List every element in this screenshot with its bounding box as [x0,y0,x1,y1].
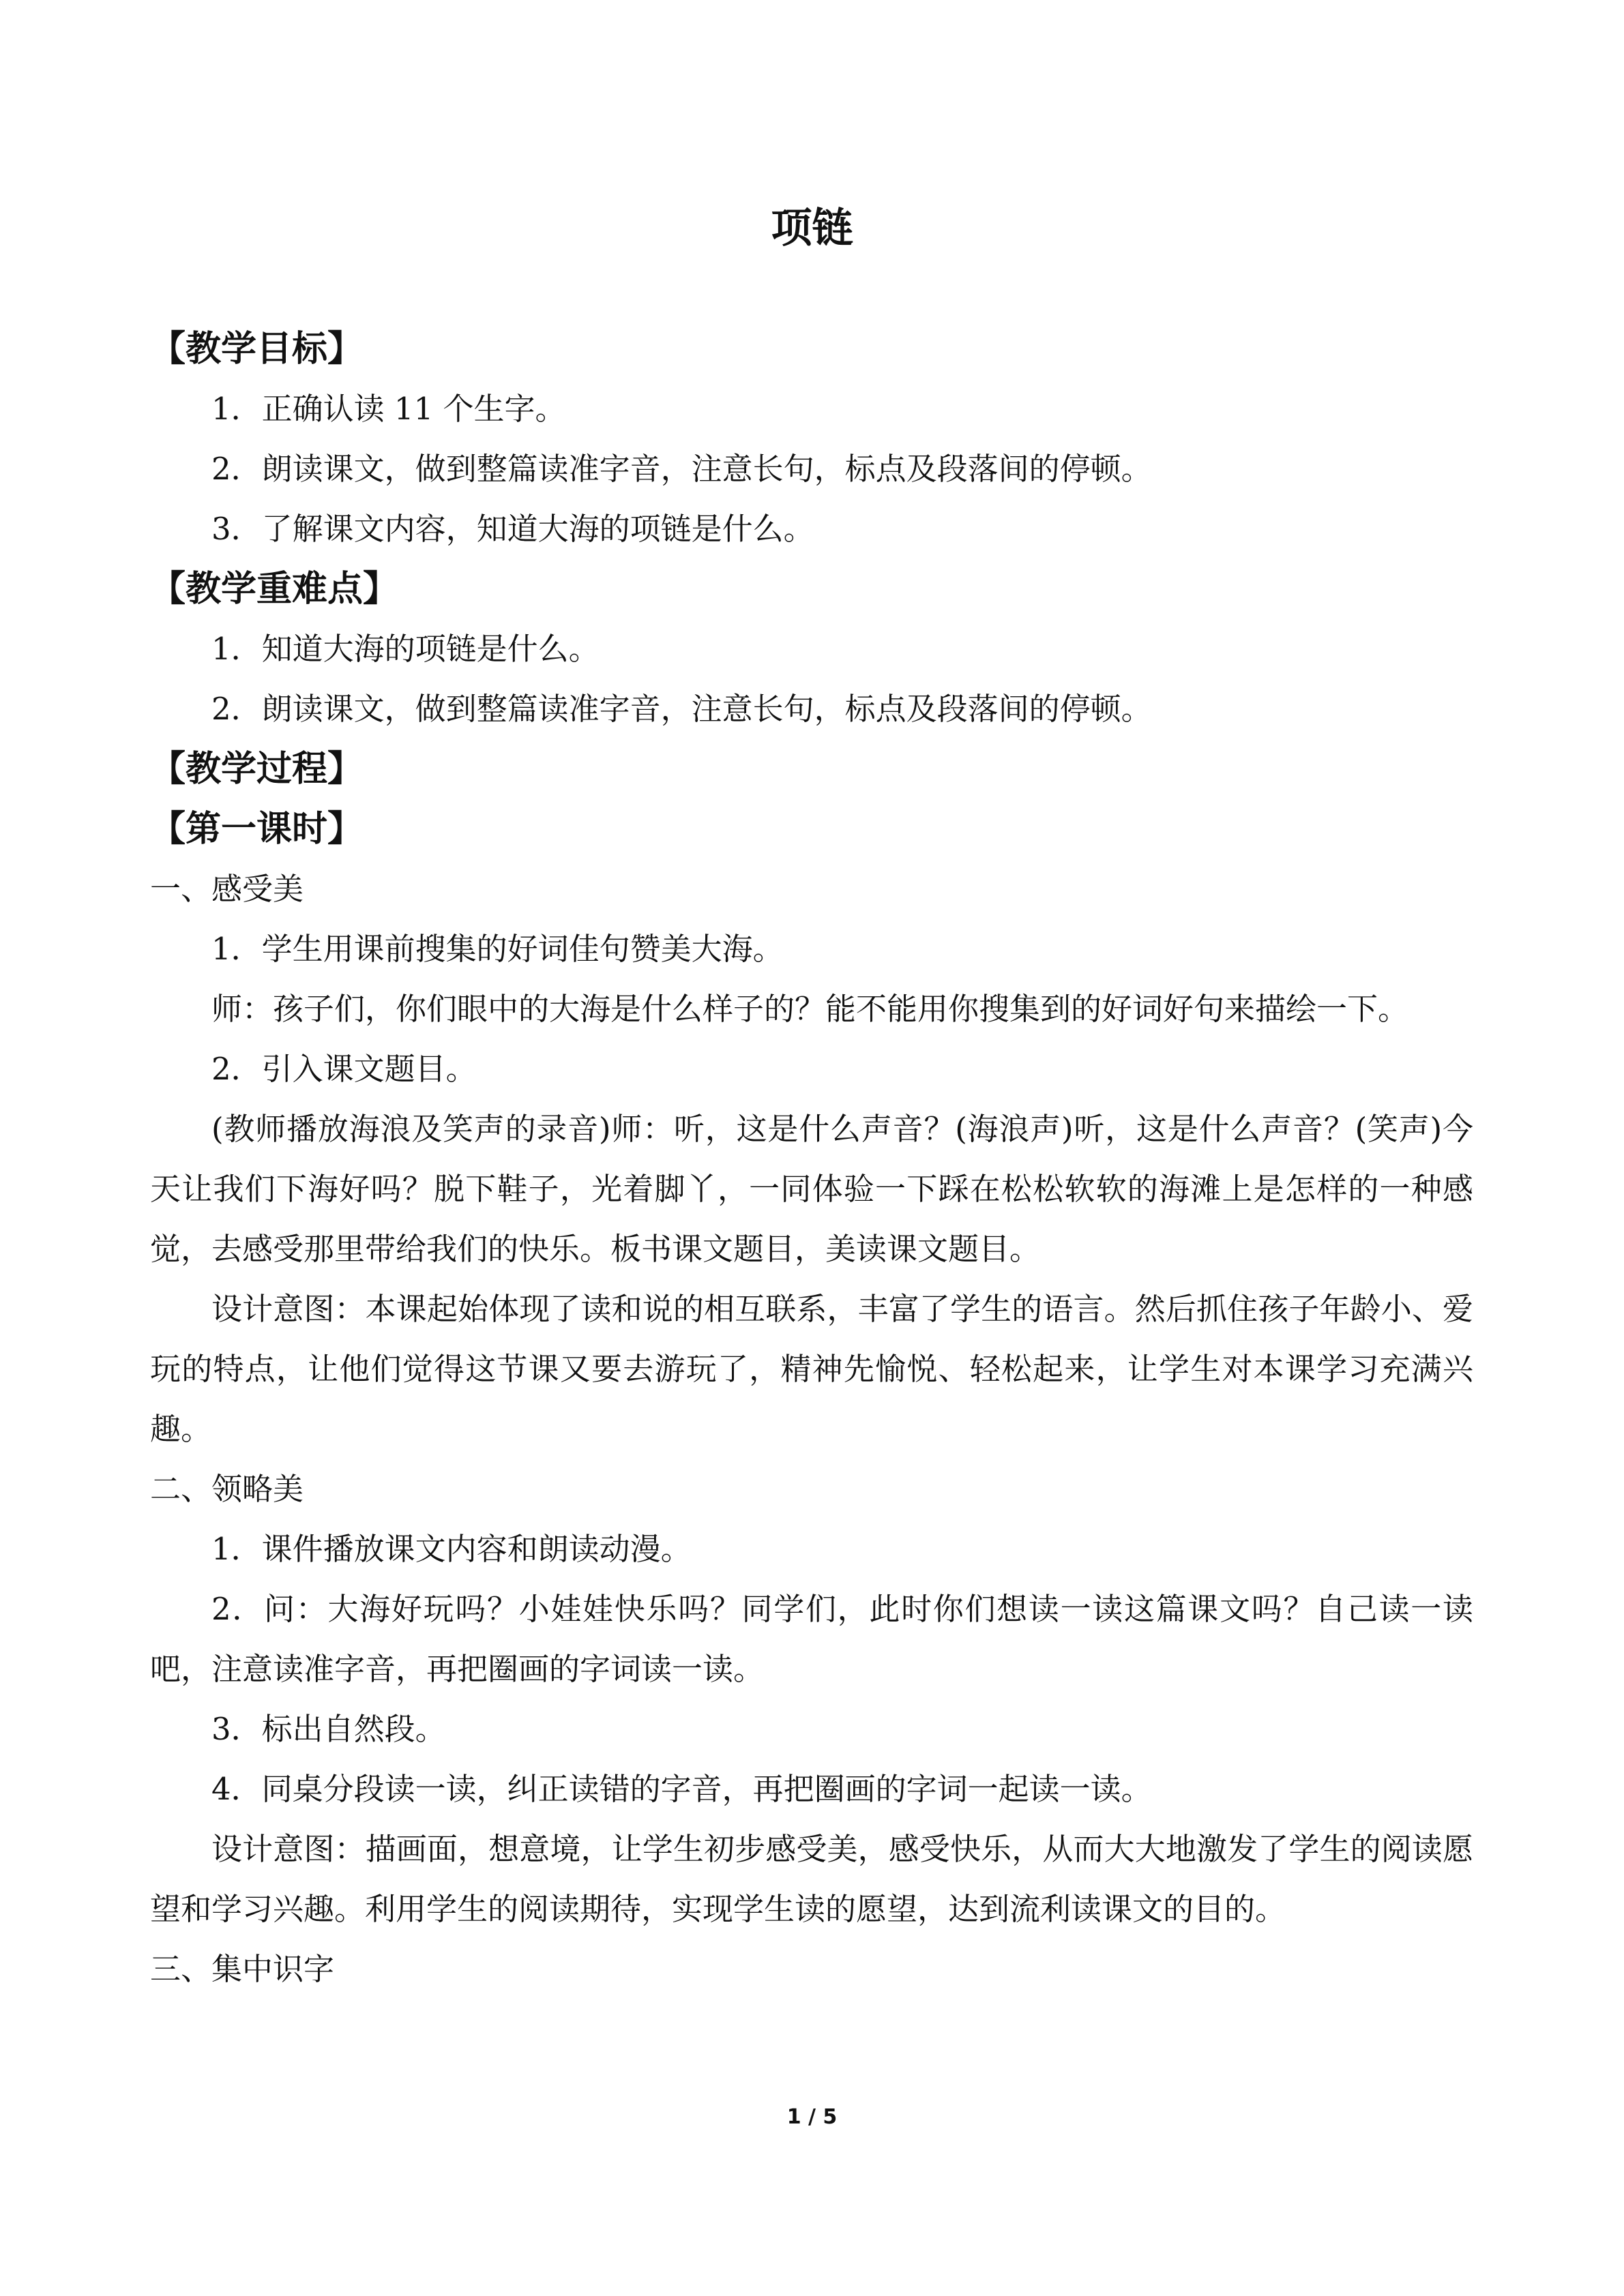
document-body [150,319,1473,1999]
document-title: 项链 [771,205,853,252]
step-item: 1．课件播放课文内容和朗读动漫。 [211,1531,692,1567]
section-heading-key-points: 【教学重难点】 [150,569,399,610]
goal-item: 2．朗读课文，做到整篇读准字音，注意长句，标点及段落间的停顿。 [211,451,1152,487]
key-point-item: 1．知道大海的项链是什么。 [211,631,600,667]
design-intent: 设计意图：描画面，想意境，让学生初步感受美，感受快乐，从而大大地激发了学生的阅读愿望和学习兴趣。利用学生的阅读期待，实现学生读的愿望，达到流利读课文的目的。 [150,1831,1473,1927]
key-point-item: 2．朗读课文，做到整篇读准字音，注意长句，标点及段落间的停顿。 [211,691,1152,727]
step-item: 1．学生用课前搜集的好词佳句赞美大海。 [211,931,784,967]
step-item: 3．标出自然段。 [211,1711,446,1747]
teacher-dialogue: (教师播放海浪及笑声的录音)师：听，这是什么声音？(海浪声)听，这是什么声音？(笑声)今天让我们下海好吗？脱下鞋子，光着脚丫，一同体验一下踩在松松软软的海滩上是怎样的一种感觉，去感受那里带给我们的快乐。板书课文题目，美读课文题目。 [150,1111,1473,1267]
design-intent: 设计意图：本课起始体现了读和说的相互联系，丰富了学生的语言。然后抓住孩子年龄小、爱玩的特点，让他们觉得这节课又要去游玩了，精神先愉悦、轻松起来，让学生对本课学习充满兴趣。 [150,1291,1473,1447]
section-heading-process: 【教学过程】 [150,749,364,790]
part-title-feel-beauty: 一、感受美 [150,871,304,907]
page-number: 1 / 5 [786,2105,838,2129]
part-title-appreciate-beauty: 二、领略美 [150,1471,304,1507]
step-item: 2．问：大海好玩吗？小娃娃快乐吗？同学们，此时你们想读一读这篇课文吗？自己读一读吧，注意读准字音，再把圈画的字词读一读。 [150,1591,1473,1687]
teacher-dialogue: 师：孩子们，你们眼中的大海是什么样子的？能不能用你搜集到的好词好句来描绘一下。 [211,991,1409,1027]
step-item: 4．同桌分段读一读，纠正读错的字音，再把圈画的字词一起读一读。 [211,1771,1152,1807]
part-title-literacy: 三、集中识字 [150,1951,335,1987]
section-heading-goals: 【教学目标】 [150,329,364,370]
section-heading-lesson1: 【第一课时】 [150,809,364,850]
step-item: 2．引入课文题目。 [211,1051,477,1087]
goal-item: 3．了解课文内容，知道大海的项链是什么。 [211,511,814,547]
goal-item: 1．正确认读 11 个生字。 [211,391,566,427]
